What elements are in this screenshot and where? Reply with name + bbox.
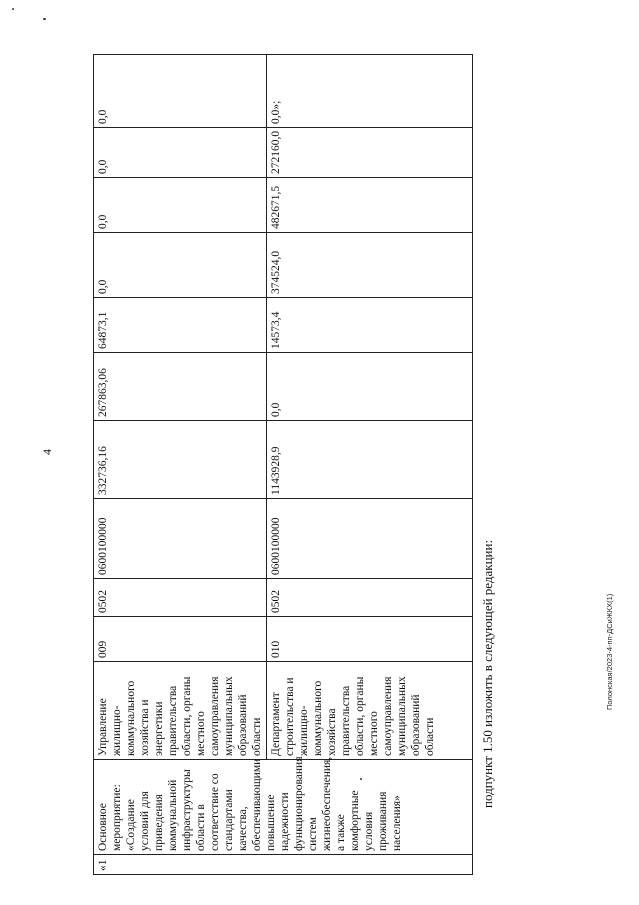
- page-number: 4: [40, 449, 54, 455]
- executor-cell: Департамент строительства и жилищно-коммунального хозяйства правительства области, органы местного самоуправления муниципальных образований области: [267, 662, 473, 760]
- instruction-text: подпункт 1.50 изложить в следующей редакции:: [480, 539, 495, 808]
- table-row: [94, 55, 267, 875]
- budget-table: [93, 55, 473, 875]
- activity-name-cell: Основное мероприятие: «Создание условий для приведения коммунальной инфраструктуры области в соответствие со стандартами качества, обеспечивающими повышение надежности функционирования систем жизнеобеспечения, а также комфортные условия проживания населения»: [94, 760, 473, 855]
- year6-cell: 0,0»;: [267, 55, 473, 128]
- year4-cell: 0,0: [94, 178, 267, 233]
- table-row: [267, 55, 473, 875]
- row-number-cell: «1: [94, 855, 473, 875]
- year1-cell: 267863,06: [94, 353, 267, 421]
- total-cell: 332736,16: [94, 421, 267, 499]
- section-cell: 0502: [94, 579, 267, 617]
- code-cell: 010: [267, 617, 473, 662]
- year2-cell: 64873,1: [94, 298, 267, 353]
- year1-cell: 0,0: [267, 353, 473, 421]
- executor-cell: Управление жилищно-коммунального хозяйства и энергетики правительства области, органы местного самоуправления муниципальных образований области: [94, 662, 267, 760]
- year2-cell: 14573,4: [267, 298, 473, 353]
- total-cell: 1143928,9: [267, 421, 473, 499]
- scan-speck: [43, 18, 46, 20]
- scan-speck: [12, 8, 14, 10]
- year3-cell: 374524,0: [267, 233, 473, 298]
- year4-cell: 482671,5: [267, 178, 473, 233]
- section-cell: 0502: [267, 579, 473, 617]
- scan-speck: [360, 778, 362, 780]
- target-article-cell: 0600100000: [267, 499, 473, 579]
- year5-cell: 0,0: [94, 128, 267, 178]
- target-article-cell: 0600100000: [94, 499, 267, 579]
- code-cell: 009: [94, 617, 267, 662]
- year5-cell: 272160,0: [267, 128, 473, 178]
- document-code: Полонская/2023-4-пп-ДСиЖКХ(1): [605, 593, 614, 710]
- table: [93, 54, 473, 875]
- year6-cell: 0,0: [94, 55, 267, 128]
- year3-cell: 0,0: [94, 233, 267, 298]
